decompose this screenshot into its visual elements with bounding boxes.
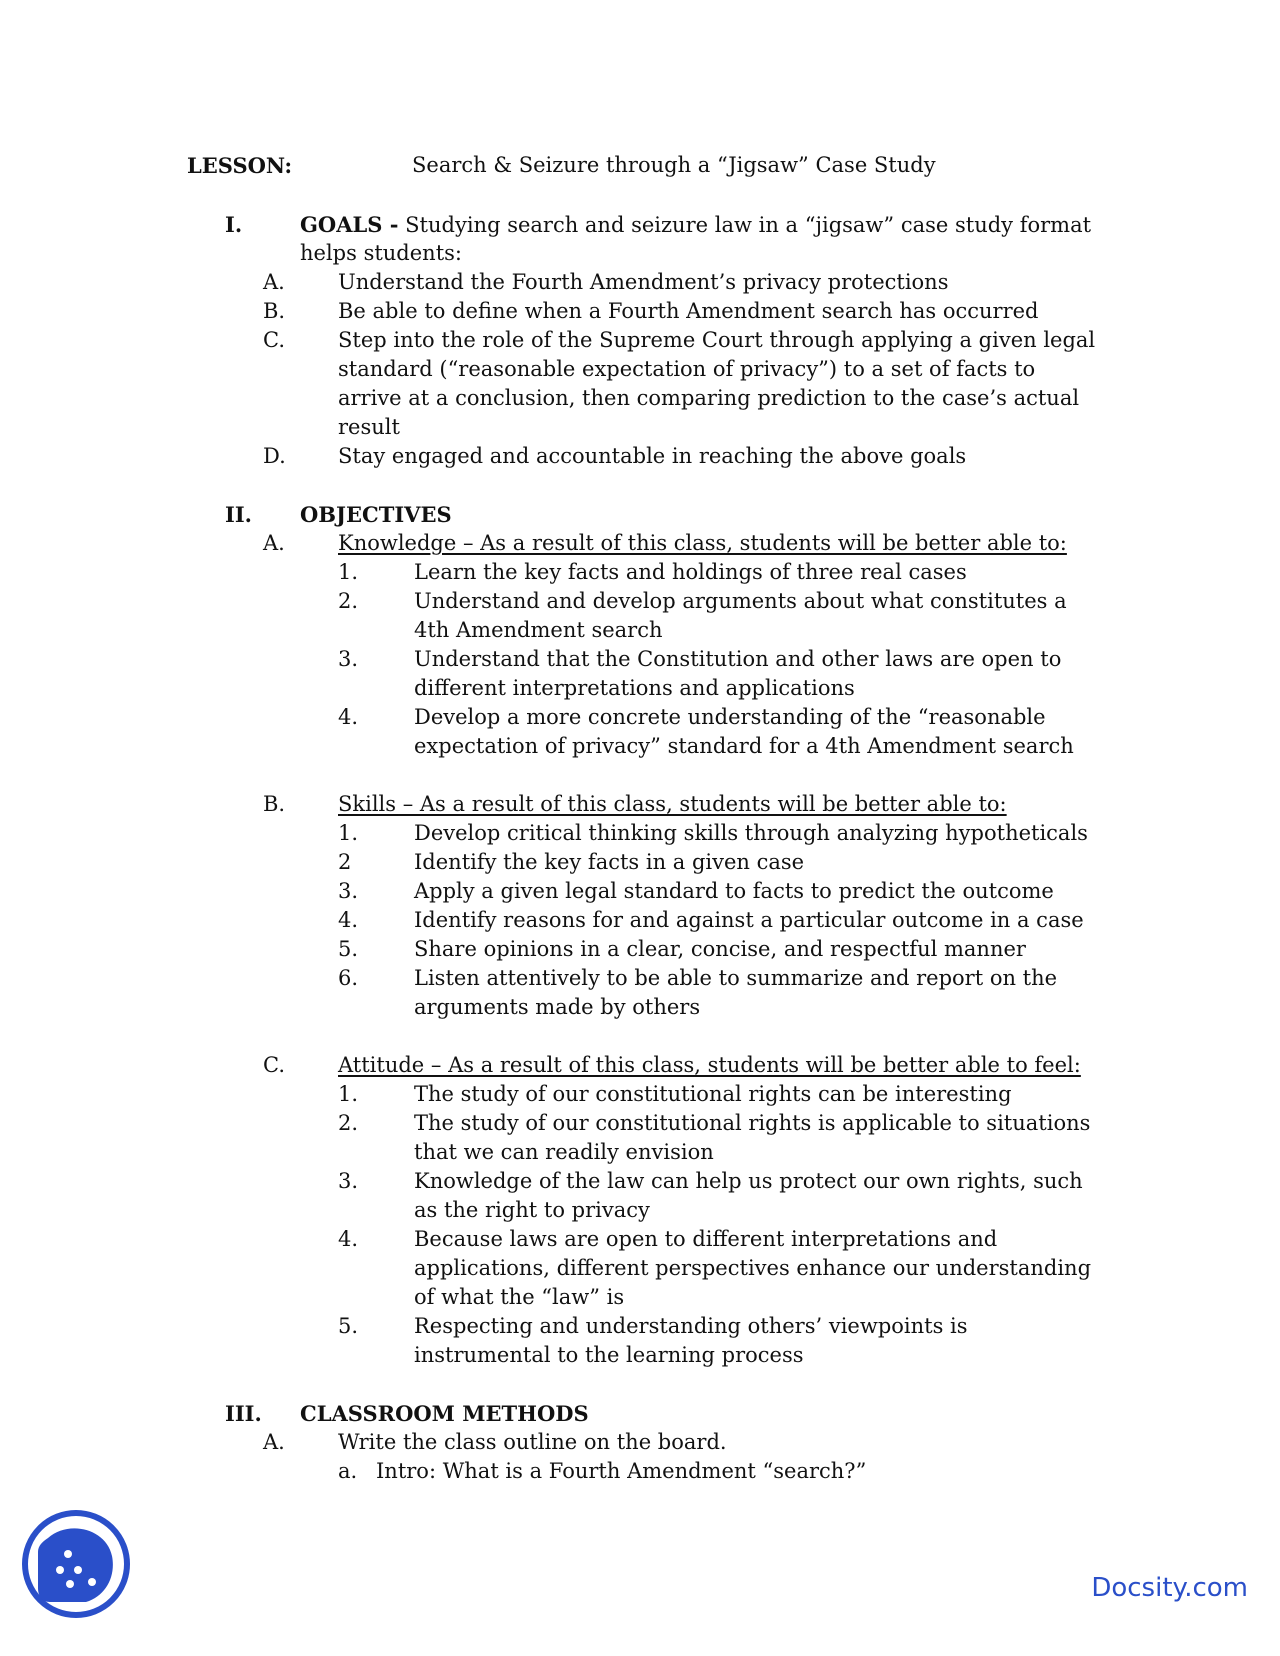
attitude-marker-1: 1. [338, 1082, 359, 1106]
skills-marker-4: 4. [338, 908, 359, 932]
skills-item-5: Share opinions in a clear, concise, and respectful manner [414, 937, 1026, 961]
goal-item-b: Be able to define when a Fourth Amendment search has occurred [338, 299, 1039, 323]
knowledge-item-1: Learn the key facts and holdings of three real cases [414, 560, 967, 584]
attitude-item-3-line-1: Knowledge of the law can help us protect our own rights, such [414, 1169, 1083, 1193]
skills-marker-3: 3. [338, 879, 359, 903]
methods-sub-item-a: Intro: What is a Fourth Amendment “search?” [376, 1459, 867, 1483]
skills-marker-6: 6. [338, 966, 359, 990]
attitude-marker-5: 5. [338, 1314, 359, 1338]
skills-item-6-line-1: Listen attentively to be able to summarize and report on the [414, 966, 1058, 990]
goals-intro-text: Studying search and seizure law in a “jigsaw” case study format [405, 213, 1092, 237]
docsity-watermark[interactable]: Docsity.com [1091, 1573, 1248, 1603]
goal-marker-c: C. [263, 328, 285, 352]
methods-heading: CLASSROOM METHODS [300, 1401, 589, 1426]
attitude-marker-3: 3. [338, 1169, 359, 1193]
goals-intro-continued: helps students: [300, 241, 462, 265]
methods-marker-a: A. [263, 1430, 285, 1454]
lesson-label: LESSON: [187, 153, 293, 178]
skills-marker-1: 1. [338, 821, 359, 845]
goal-marker-a: A. [263, 270, 285, 294]
docsity-logo-icon [20, 1508, 132, 1620]
skills-marker-5: 5. [338, 937, 359, 961]
methods-sub-marker-a: a. [338, 1459, 358, 1483]
skills-item-3: Apply a given legal standard to facts to predict the outcome [414, 879, 1054, 903]
attitude-item-2-line-1: The study of our constitutional rights is applicable to situations [414, 1111, 1091, 1135]
goal-item-c-line-3: arrive at a conclusion, then comparing prediction to the case’s actual [338, 386, 1080, 410]
attitude-item-4-line-2: applications, different perspectives enhance our understanding [414, 1256, 1092, 1280]
objectives-numeral: II. [225, 502, 252, 527]
goal-marker-d: D. [263, 444, 286, 468]
goal-marker-b: B. [263, 299, 286, 323]
knowledge-item-3-line-2: different interpretations and applications [414, 676, 855, 700]
goal-item-c-line-2: standard (“reasonable expectation of privacy”) to a set of facts to [338, 357, 1036, 381]
attitude-item-3-line-2: as the right to privacy [414, 1198, 650, 1222]
knowledge-marker-3: 3. [338, 647, 359, 671]
attitude-item-5-line-1: Respecting and understanding others’ viewpoints is [414, 1314, 968, 1338]
methods-numeral: III. [225, 1401, 262, 1426]
knowledge-marker-4: 4. [338, 705, 359, 729]
knowledge-marker: A. [263, 531, 285, 555]
skills-item-4: Identify reasons for and against a particular outcome in a case [414, 908, 1084, 932]
attitude-marker-4: 4. [338, 1227, 359, 1251]
goal-item-c-line-4: result [338, 415, 400, 439]
knowledge-item-2-line-2: 4th Amendment search [414, 618, 663, 642]
goals-intro [300, 210, 1091, 240]
goals-heading: GOALS - [300, 212, 399, 237]
attitude-item-4-line-3: of what the “law” is [414, 1285, 625, 1309]
skills-heading: Skills – As a result of this class, students will be better able to: [338, 792, 1007, 816]
goal-item-d: Stay engaged and accountable in reaching the above goals [338, 444, 967, 468]
attitude-heading: Attitude – As a result of this class, students will be better able to feel: [338, 1053, 1081, 1077]
lesson-title: Search & Seizure through a “Jigsaw” Case Study [412, 153, 936, 177]
attitude-item-2-line-2: that we can readily envision [414, 1140, 714, 1164]
goal-item-c-line-1: Step into the role of the Supreme Court through applying a given legal [338, 328, 1096, 352]
knowledge-item-4-line-1: Develop a more concrete understanding of the “reasonable [414, 705, 1046, 729]
attitude-item-4-line-1: Because laws are open to different interpretations and [414, 1227, 998, 1251]
methods-item-a: Write the class outline on the board. [338, 1430, 727, 1454]
attitude-marker: C. [263, 1053, 285, 1077]
objectives-heading: OBJECTIVES [300, 502, 452, 527]
skills-item-6-line-2: arguments made by others [414, 995, 701, 1019]
attitude-marker-2: 2. [338, 1111, 359, 1135]
knowledge-item-4-line-2: expectation of privacy” standard for a 4th Amendment search [414, 734, 1074, 758]
goals-numeral: I. [225, 212, 243, 237]
knowledge-item-3-line-1: Understand that the Constitution and other laws are open to [414, 647, 1062, 671]
skills-marker-2: 2 [338, 850, 352, 874]
knowledge-marker-1: 1. [338, 560, 359, 584]
knowledge-item-2-line-1: Understand and develop arguments about what constitutes a [414, 589, 1067, 613]
attitude-item-5-line-2: instrumental to the learning process [414, 1343, 804, 1367]
skills-marker: B. [263, 792, 286, 816]
knowledge-heading: Knowledge – As a result of this class, students will be better able to: [338, 531, 1067, 555]
attitude-item-1: The study of our constitutional rights can be interesting [414, 1082, 1012, 1106]
skills-item-2: Identify the key facts in a given case [414, 850, 805, 874]
skills-item-1: Develop critical thinking skills through analyzing hypotheticals [414, 821, 1088, 845]
goal-item-a: Understand the Fourth Amendment’s privacy protections [338, 270, 949, 294]
knowledge-marker-2: 2. [338, 589, 359, 613]
